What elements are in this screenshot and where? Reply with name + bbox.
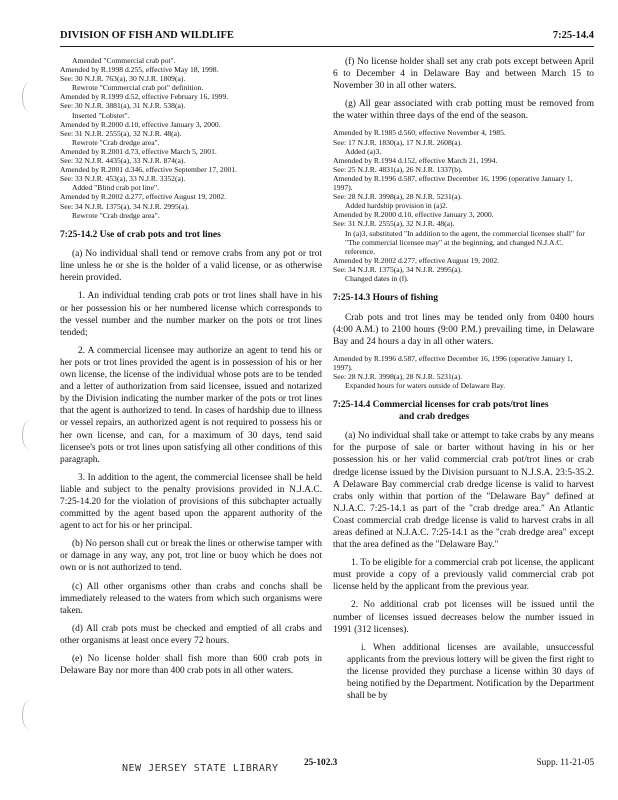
history-note-line: See: 34 N.J.R. 1375(a), 34 N.J.R. 2995(a). xyxy=(60,201,190,211)
paragraph: (c) All other organisms other than crabs and conchs shall be immediately released to the waters from which such organisms were taken. xyxy=(60,581,322,616)
page-number: 25-102.3 xyxy=(304,758,338,768)
history-note-line: Expanded hours for waters outside of Delaware Bay. xyxy=(345,381,506,391)
history-note-block xyxy=(333,354,594,390)
paragraph: Crab pots and trot lines may be tended only from 0400 hours (4:00 A.M.) to 2100 hours (9:00 P.M.) prevailing time, in Delaware Bay and 24 hours a day in all other waters. xyxy=(333,312,594,347)
numbered-paragraph: 3. In addition to the agent, the commercial licensee shall be held liable and subject to the penalty provisions provided in N.J.A.C. 7:25-14.20 for the violation of provisions of this subchapter actually committed by the agent based upon the apparent authority of the agent to act for his or her principal. xyxy=(60,472,322,532)
history-note-line: In (a)3, substituted "In addition to the agent, the commercial licensee shall" for "The commercial licensee may" at the beginning, and changed N.J.A.C. reference. xyxy=(345,228,585,256)
punch-hole-mark xyxy=(22,420,37,450)
paragraph: (g) All gear associated with crab potting must be removed from the water within three days of the end of the season. xyxy=(333,99,594,122)
history-note-line: See: 30 N.J.R. 3881(a), 31 N.J.R. 538(a). xyxy=(60,101,186,111)
history-note-line: Added "Blind crab pot line". xyxy=(72,183,159,193)
numbered-paragraph: 1. An individual tending crab pots or trot lines shall have in his or her possession his or her numbered license which corresponds to the vessel number and the number marker on the pots or trot lines tended; xyxy=(60,291,322,338)
history-note-line: Amended by R.1996 d.587, effective December 16, 1996 (operative January 1, 1997). xyxy=(333,353,573,372)
history-note-line: Amended by R.2002 d.277, effective August 19, 2002. xyxy=(333,255,500,265)
header-rule xyxy=(60,46,594,47)
header-section: 7:25-14.4 xyxy=(552,30,594,41)
history-note-line: Amended by R.1998 d.255, effective May 18, 1998. xyxy=(60,65,219,75)
section-heading: 7:25-14.3 Hours of fishing xyxy=(333,293,439,304)
history-note-block xyxy=(333,128,594,283)
history-note-line: Amended by R.2001 d.346, effective September 17, 2001. xyxy=(60,165,238,175)
history-note-line: See: 32 N.J.R. 4435(a), 33 N.J.R. 874(a). xyxy=(60,156,186,166)
history-note-block xyxy=(60,56,322,220)
supplement-date: Supp. 11-21-05 xyxy=(536,758,594,768)
history-note-line: Added (a)3. xyxy=(345,146,382,156)
running-header xyxy=(60,30,594,44)
history-note-line: Amended by R.2000 d.10, effective January 3, 2000. xyxy=(333,210,494,220)
history-note-line: See: 33 N.J.R. 453(a), 33 N.J.R. 3352(a). xyxy=(60,174,186,184)
numbered-paragraph: 1. To be eligible for a commercial crab pot license, the applicant must provide a copy of a previously valid commercial crab pot license held by the applicant from the previous year. xyxy=(333,558,594,593)
history-note-line: Rewrote "Crab dredge area". xyxy=(72,210,160,220)
history-note-line: See: 28 N.J.R. 3998(a), 28 N.J.R. 5231(a). xyxy=(333,192,463,202)
section-heading-line: 7:25-14.4 Commercial licenses for crab pots/trot lines xyxy=(333,400,549,411)
paragraph: (e) No license holder shall fish more than 600 crab pots in Delaware Bay nor more than 400 crab pots in all other waters. xyxy=(60,654,322,677)
history-note-line: Rewrote "Crab dredge area". xyxy=(72,137,160,147)
history-note-line: Added hardship provision in (a)2. xyxy=(345,201,448,211)
history-note-line: Amended "Commercial crab pot". xyxy=(72,56,176,65)
library-stamp: NEW JERSEY STATE LIBRARY xyxy=(122,763,279,774)
paragraph: (b) No person shall cut or break the lines or otherwise tamper with or damage in any way, any pot, trot line or buoy which he does not own or is not authorized to tend. xyxy=(60,539,322,574)
section-heading: 7:25-14.2 Use of crab pots and trot lines xyxy=(60,229,221,240)
history-note-line: See: 34 N.J.R. 1375(a), 34 N.J.R. 2995(a). xyxy=(333,264,463,274)
paragraph: (a) No individual shall tend or remove crabs from any pot or trot line unless he or she is the holder of a valid license, or as otherwise herein provided. xyxy=(60,249,322,284)
numbered-paragraph: 2. A commercial licensee may authorize an agent to tend his or her pots or trot lines provided the agent is in possession of his or her own license, the license of the individual whose pots are to be tended and a letter of authorization from said licensee, issued and notarized by the Division indicating the number marker of the pots or trot lines that the agent is authorized to tend. In cases of hardship due to illness or vessel repairs, an authorized agent is not required to possess his or her own license, and can, for a maximum of 30 days, tend said licensee's pots or trot lines upon satisfying all other conditions of this paragraph. xyxy=(60,345,322,465)
section-body xyxy=(60,248,322,677)
paragraph: (a) No individual shall take or attempt to take crabs by any means for the purpose of sale or barter without having in his or her possession his or her valid commercial crab pot/trot lines or crab dredge license issued by the Division pursuant to N.J.S.A. 23:5-35.2. A Delaware Bay commercial crab dredge license is valid to harvest crabs only within that portion of the "Delaware Bay" defined at N.J.A.C. 7:25-14.1 as part of the "crab dredge area." An Atlantic Coast commercial crab dredge license is valid to harvest crabs in all areas defined at N.J.A.C. 7:25-14.1 as the "crab dredge area" except that the area defined as the "Delaware Bay." xyxy=(333,431,594,551)
paragraph: (f) No license holder shall set any crab pots except between April 6 to December 4 in Delaware Bay and between March 15 to November 30 in all other waters. xyxy=(333,57,594,92)
history-note-line: Amended by R.2001 d.73, effective March 5, 2001. xyxy=(60,146,217,156)
paragraph: (d) All crab pots must be checked and emptied of all crabs and other organisms at least once every 72 hours. xyxy=(60,623,322,646)
history-note-line: Amended by R.1996 d.587, effective December 16, 1996 (operative January 1, 1997). xyxy=(333,173,573,193)
history-note-line: See: 31 N.J.R. 2555(a), 32 N.J.R. 48(a). xyxy=(333,219,455,229)
history-note-line: See: 25 N.J.R. 4831(a), 26 N.J.R. 1337(b). xyxy=(333,164,463,174)
history-note-line: See: 28 N.J.R. 3998(a), 28 N.J.R. 5231(a). xyxy=(333,372,463,382)
section-body xyxy=(333,56,594,122)
punch-hole-mark xyxy=(22,82,37,112)
history-note-line: Changed dates in (f). xyxy=(345,273,409,283)
history-note-line: Amended by R.1999 d.52, effective February 16, 1999. xyxy=(60,92,229,102)
section-heading-line: and crab dredges xyxy=(399,411,470,422)
history-note-line: Amended by R.2000 d.10, effective January 3, 2000. xyxy=(60,119,221,129)
punch-hole-mark xyxy=(22,700,37,730)
history-note-line: Inserted "Lobster". xyxy=(72,110,130,120)
numbered-paragraph: 2. No additional crab pot licenses will be issued until the number of licenses issued decreases below the number issued in 1991 (312 licenses). xyxy=(333,600,594,635)
section-body xyxy=(333,312,594,348)
sub-paragraph: i. When additional licenses are available, unsuccessful applicants from the previous lottery will be given the first right to the license provided they purchase a license within 30 days of being notified by the Department. Notification by the Department shall be by xyxy=(347,642,594,702)
history-note-line: Amended by R.1994 d.152, effective March 21, 1994. xyxy=(333,155,498,165)
history-note-line: See: 31 N.J.R. 2555(a), 32 N.J.R. 48(a). xyxy=(60,128,182,138)
history-note-line: Rewrote "Commercial crab pot" definition. xyxy=(72,83,204,93)
section-body xyxy=(333,430,594,702)
header-division: DIVISION OF FISH AND WILDLIFE xyxy=(60,30,234,41)
history-note-line: See: 17 N.J.R. 1830(a), 17 N.J.R. 2608(a). xyxy=(333,137,463,147)
history-note-line: See: 30 N.J.R. 763(a), 30 N.J.R. 1809(a). xyxy=(60,74,186,84)
left-column xyxy=(60,56,322,683)
history-note-line: Amended by R.1985 d.560, effective November 4, 1985. xyxy=(333,128,506,138)
history-note-line: Amended by R.2002 d.277, effective August 19, 2002. xyxy=(60,192,227,202)
section-heading xyxy=(333,400,594,423)
page-footer xyxy=(60,758,594,774)
right-column xyxy=(333,56,594,708)
